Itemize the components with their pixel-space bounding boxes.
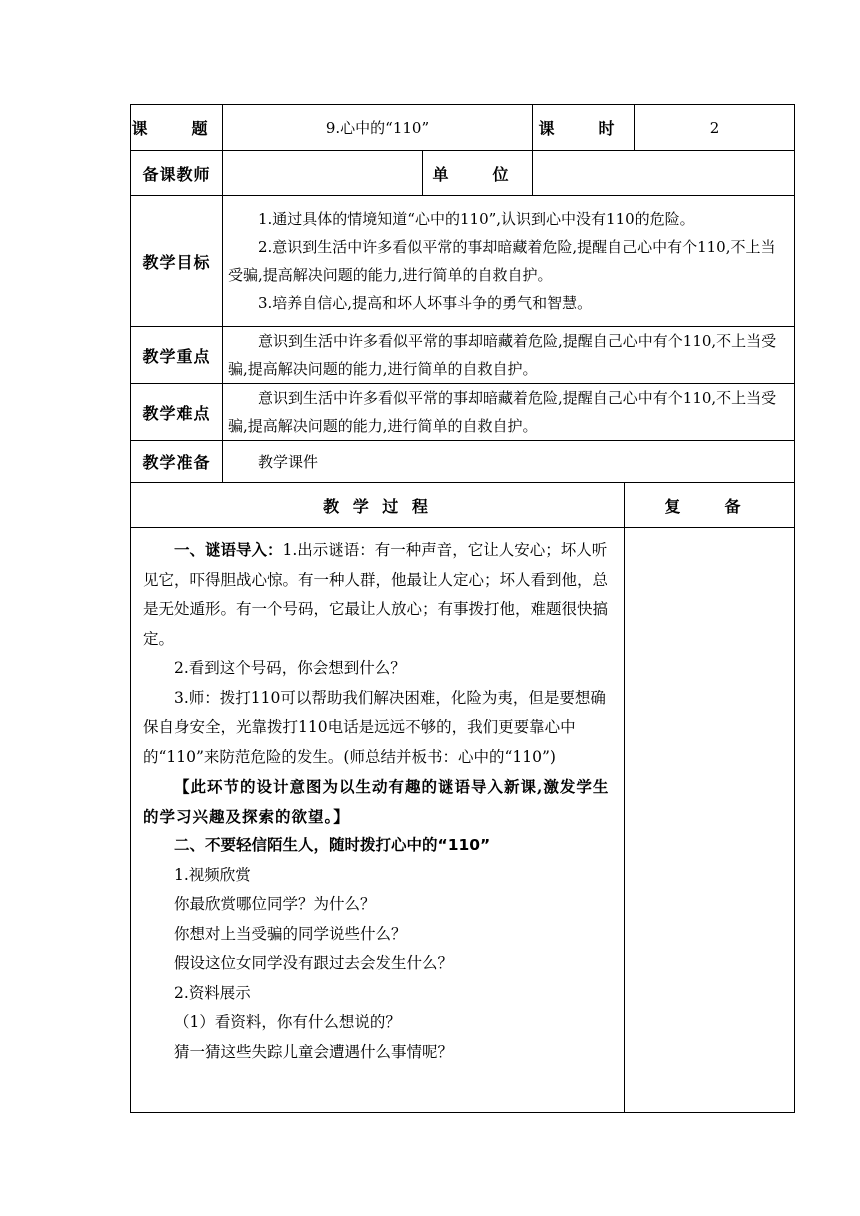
- teacher-row: [131, 151, 795, 196]
- preparation-text: 教学课件: [258, 452, 319, 471]
- preparation-label: 教学准备: [131, 441, 223, 483]
- section-1-text: 1.出示谜语：有一种声音，它让人安心；坏人听见它，吓得胆战心惊。有一种人群，他最让人定心；坏人看到他，总是无处遁形。有一个号码，它最让人放心；有事拨打他，难题很快搞定。: [143, 541, 609, 648]
- review-label: 复 备: [625, 483, 795, 528]
- difficulties-label: 教学难点: [131, 384, 223, 441]
- list-item: （1）看资料，你有什么想说的？: [174, 1013, 401, 1031]
- key-points-row: [131, 327, 795, 384]
- list-item: 2.资料展示: [174, 983, 251, 1002]
- process-label: 教 学 过 程: [131, 483, 625, 528]
- process-content: [131, 528, 625, 1113]
- unit-label: 单 位: [423, 151, 533, 196]
- topic-label: 课 题: [131, 105, 223, 151]
- paragraph: 3.师：拨打110可以帮助我们解决困难，化险为夷，但是要想确保自身安全，光靠拨打110电话是远远不够的，我们更要靠心中的“110”来防范危险的发生。(师总结并板书：心中的“110”): [143, 688, 606, 766]
- process-table: [130, 482, 795, 1113]
- paragraph: 2.看到这个号码，你会想到什么？: [174, 659, 406, 677]
- lesson-info-table: [130, 104, 795, 483]
- key-points-label: 教学重点: [131, 327, 223, 384]
- list-item: 你最欣赏哪位同学？为什么？: [174, 895, 376, 913]
- topic-value: 9.心中的“110”: [223, 105, 533, 151]
- hours-value: 2: [635, 105, 795, 151]
- section-1-title: 一、谜语导入：: [174, 541, 283, 559]
- lesson-plan: [130, 104, 794, 1113]
- difficulties-text: 意识到生活中许多看似平常的事却暗藏着危险,提醒自己心中有个110,不上当受骗,提高解决问题的能力,进行简单的自救自护。: [228, 389, 777, 435]
- list-item: 假设这位女同学没有跟过去会发生什么？: [174, 954, 454, 972]
- section-1: [143, 536, 612, 654]
- review-notes-cell: [625, 528, 795, 1113]
- difficulties-row: [131, 384, 795, 441]
- list-item: 1.视频欣赏: [174, 865, 251, 884]
- goal-item: 2.意识到生活中许多看似平常的事却暗藏着危险,提醒自己心中有个110,不上当受骗,提高解决问题的能力,进行简单的自救自护。: [228, 238, 776, 284]
- teacher-label: 备课教师: [131, 151, 223, 196]
- preparation-row: [131, 441, 795, 483]
- goals-content: [223, 196, 795, 327]
- goals-row: [131, 196, 795, 327]
- goals-label: 教学目标: [131, 196, 223, 327]
- section-2-title: 二、不要轻信陌生人，随时拨打心中的“110”: [174, 836, 491, 854]
- list-item: 猜一猜这些失踪儿童会遭遇什么事情呢？: [174, 1042, 454, 1061]
- unit-value: [533, 151, 795, 196]
- list-item: 你想对上当受骗的同学说些什么？: [174, 924, 407, 943]
- goal-item: 1.通过具体的情境知道“心中的110”,认识到心中没有110的危险。: [258, 210, 695, 228]
- process-content-row: [131, 528, 795, 1113]
- design-note: 【此环节的设计意图为以生动有趣的谜语导入新课,激发学生的学习兴趣及探索的欲望。】: [143, 777, 610, 826]
- hours-label: 课 时: [533, 105, 635, 151]
- goal-item: 3.培养自信心,提高和坏人坏事斗争的勇气和智慧。: [258, 294, 593, 312]
- teacher-value: [223, 151, 423, 196]
- topic-row: [131, 105, 795, 151]
- key-points-text: 意识到生活中许多看似平常的事却暗藏着危险,提醒自己心中有个110,不上当受骗,提高解决问题的能力,进行简单的自救自护。: [228, 332, 777, 378]
- process-header-row: [131, 483, 795, 528]
